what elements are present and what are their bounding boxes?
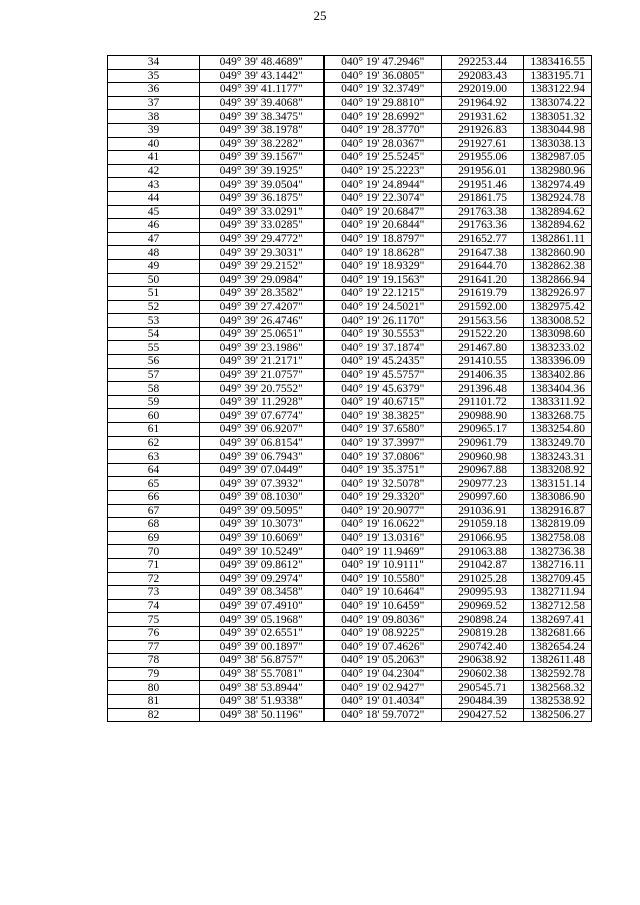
northing-cell: 1383122.94: [524, 83, 592, 97]
latitude-cell: 049° 39' 38.1978": [200, 123, 324, 137]
page-number: 25: [313, 8, 327, 23]
point-number-cell: 46: [108, 219, 200, 233]
latitude-cell: 049° 39' 25.0651": [200, 327, 324, 341]
table-row: [108, 423, 592, 437]
table-row: [108, 586, 592, 600]
point-number-cell: 56: [108, 355, 200, 369]
easting-cell: 291926.83: [442, 123, 524, 137]
northing-cell: 1383098.60: [524, 327, 592, 341]
easting-cell: 291066.95: [442, 531, 524, 545]
longitude-cell: 040° 19' 45.6379": [324, 382, 442, 396]
table-row: [108, 491, 592, 505]
point-number-cell: 64: [108, 463, 200, 477]
easting-cell: 291059.18: [442, 518, 524, 532]
table-row: [108, 300, 592, 314]
table-row: [108, 450, 592, 464]
northing-cell: 1382758.08: [524, 531, 592, 545]
longitude-cell: 040° 19' 28.0367": [324, 137, 442, 151]
northing-cell: 1382506.27: [524, 708, 592, 722]
longitude-cell: 040° 19' 45.5757": [324, 368, 442, 382]
latitude-cell: 049° 39' 39.4068": [200, 96, 324, 110]
point-number-cell: 74: [108, 599, 200, 613]
easting-cell: 290960.98: [442, 450, 524, 464]
table-row: [108, 123, 592, 137]
table-row: [108, 287, 592, 301]
latitude-cell: 049° 39' 06.8154": [200, 436, 324, 450]
northing-cell: 1383086.90: [524, 491, 592, 505]
table-row: [108, 518, 592, 532]
latitude-cell: 049° 39' 10.3073": [200, 518, 324, 532]
table-row: [108, 681, 592, 695]
longitude-cell: 040° 19' 37.1874": [324, 341, 442, 355]
latitude-cell: 049° 39' 20.7552": [200, 382, 324, 396]
easting-cell: 291406.35: [442, 368, 524, 382]
point-number-cell: 50: [108, 273, 200, 287]
easting-cell: 290427.52: [442, 708, 524, 722]
longitude-cell: 040° 19' 10.6464": [324, 586, 442, 600]
easting-cell: 291396.48: [442, 382, 524, 396]
point-number-cell: 66: [108, 491, 200, 505]
longitude-cell: 040° 19' 10.6459": [324, 599, 442, 613]
northing-cell: 1382712.58: [524, 599, 592, 613]
point-number-cell: 40: [108, 137, 200, 151]
longitude-cell: 040° 19' 26.1170": [324, 314, 442, 328]
longitude-cell: 040° 19' 04.2304": [324, 667, 442, 681]
longitude-cell: 040° 19' 18.9329": [324, 259, 442, 273]
latitude-cell: 049° 39' 08.3458": [200, 586, 324, 600]
table-row: [108, 504, 592, 518]
latitude-cell: 049° 39' 28.3582": [200, 287, 324, 301]
northing-cell: 1383416.55: [524, 56, 592, 70]
table-row: [108, 191, 592, 205]
table-row: [108, 83, 592, 97]
longitude-cell: 040° 19' 18.8628": [324, 246, 442, 260]
table-row: [108, 137, 592, 151]
northing-cell: 1383008.52: [524, 314, 592, 328]
easting-cell: 291036.91: [442, 504, 524, 518]
longitude-cell: 040° 19' 10.9111": [324, 558, 442, 572]
table-row: [108, 640, 592, 654]
longitude-cell: 040° 19' 32.5078": [324, 477, 442, 491]
point-number-cell: 44: [108, 191, 200, 205]
easting-cell: 291025.28: [442, 572, 524, 586]
longitude-cell: 040° 19' 37.3997": [324, 436, 442, 450]
longitude-cell: 040° 19' 02.9427": [324, 681, 442, 695]
easting-cell: 291647.38: [442, 246, 524, 260]
easting-cell: 290997.60: [442, 491, 524, 505]
northing-cell: 1383404.36: [524, 382, 592, 396]
point-number-cell: 71: [108, 558, 200, 572]
longitude-cell: 040° 19' 08.9225": [324, 626, 442, 640]
easting-cell: 291955.06: [442, 151, 524, 165]
easting-cell: 291619.79: [442, 287, 524, 301]
easting-cell: 291861.75: [442, 191, 524, 205]
longitude-cell: 040° 19' 25.2223": [324, 164, 442, 178]
longitude-cell: 040° 19' 20.6844": [324, 219, 442, 233]
table-row: [108, 232, 592, 246]
longitude-cell: 040° 19' 47.2946": [324, 56, 442, 70]
table-row: [108, 558, 592, 572]
table-row: [108, 164, 592, 178]
point-number-cell: 75: [108, 613, 200, 627]
table-row: [108, 341, 592, 355]
point-number-cell: 55: [108, 341, 200, 355]
table-row: [108, 613, 592, 627]
latitude-cell: 049° 39' 21.0757": [200, 368, 324, 382]
northing-cell: 1383051.32: [524, 110, 592, 124]
northing-cell: 1382866.94: [524, 273, 592, 287]
easting-cell: 290742.40: [442, 640, 524, 654]
easting-cell: 290988.90: [442, 409, 524, 423]
northing-cell: 1383233.02: [524, 341, 592, 355]
latitude-cell: 049° 38' 56.8757": [200, 654, 324, 668]
latitude-cell: 049° 39' 09.2974": [200, 572, 324, 586]
longitude-cell: 040° 19' 18.8797": [324, 232, 442, 246]
point-number-cell: 59: [108, 395, 200, 409]
table-row: [108, 368, 592, 382]
northing-cell: 1382860.90: [524, 246, 592, 260]
easting-cell: 290898.24: [442, 613, 524, 627]
northing-cell: 1382975.42: [524, 300, 592, 314]
latitude-cell: 049° 39' 10.5249": [200, 545, 324, 559]
latitude-cell: 049° 39' 02.6551": [200, 626, 324, 640]
point-number-cell: 58: [108, 382, 200, 396]
latitude-cell: 049° 39' 11.2928": [200, 395, 324, 409]
latitude-cell: 049° 39' 29.3031": [200, 246, 324, 260]
latitude-cell: 049° 38' 55.7081": [200, 667, 324, 681]
easting-cell: 290995.93: [442, 586, 524, 600]
northing-cell: 1383208.92: [524, 463, 592, 477]
table-row: [108, 327, 592, 341]
easting-cell: 291101.72: [442, 395, 524, 409]
point-number-cell: 43: [108, 178, 200, 192]
northing-cell: 1382611.48: [524, 654, 592, 668]
table-row: [108, 667, 592, 681]
point-number-cell: 60: [108, 409, 200, 423]
point-number-cell: 78: [108, 654, 200, 668]
point-number-cell: 49: [108, 259, 200, 273]
longitude-cell: 040° 19' 40.6715": [324, 395, 442, 409]
latitude-cell: 049° 39' 29.0984": [200, 273, 324, 287]
northing-cell: 1383243.31: [524, 450, 592, 464]
northing-cell: 1382974.49: [524, 178, 592, 192]
point-number-cell: 42: [108, 164, 200, 178]
easting-cell: 292083.43: [442, 69, 524, 83]
northing-cell: 1383402.86: [524, 368, 592, 382]
longitude-cell: 040° 19' 29.8810": [324, 96, 442, 110]
northing-cell: 1382538.92: [524, 694, 592, 708]
latitude-cell: 049° 39' 23.1986": [200, 341, 324, 355]
latitude-cell: 049° 39' 06.9207": [200, 423, 324, 437]
latitude-cell: 049° 39' 21.2171": [200, 355, 324, 369]
table-row: [108, 205, 592, 219]
easting-cell: 291763.38: [442, 205, 524, 219]
northing-cell: 1383151.14: [524, 477, 592, 491]
easting-cell: 291467.80: [442, 341, 524, 355]
table-row: [108, 708, 592, 722]
table-row: [108, 355, 592, 369]
longitude-cell: 040° 19' 07.4626": [324, 640, 442, 654]
northing-cell: 1383268.75: [524, 409, 592, 423]
table-row: [108, 395, 592, 409]
table-row: [108, 463, 592, 477]
table-row: [108, 654, 592, 668]
northing-cell: 1382861.11: [524, 232, 592, 246]
longitude-cell: 040° 19' 20.6847": [324, 205, 442, 219]
table-row: [108, 694, 592, 708]
table-row: [108, 409, 592, 423]
northing-cell: 1383249.70: [524, 436, 592, 450]
latitude-cell: 049° 38' 51.9338": [200, 694, 324, 708]
latitude-cell: 049° 39' 26.4746": [200, 314, 324, 328]
latitude-cell: 049° 39' 33.0291": [200, 205, 324, 219]
table-row: [108, 259, 592, 273]
longitude-cell: 040° 19' 19.1563": [324, 273, 442, 287]
table-row: [108, 273, 592, 287]
point-number-cell: 73: [108, 586, 200, 600]
point-number-cell: 65: [108, 477, 200, 491]
point-number-cell: 61: [108, 423, 200, 437]
point-number-cell: 34: [108, 56, 200, 70]
latitude-cell: 049° 39' 07.6774": [200, 409, 324, 423]
point-number-cell: 68: [108, 518, 200, 532]
latitude-cell: 049° 38' 50.1196": [200, 708, 324, 722]
point-number-cell: 70: [108, 545, 200, 559]
easting-cell: 291956.01: [442, 164, 524, 178]
easting-cell: 291592.00: [442, 300, 524, 314]
latitude-cell: 049° 39' 29.4772": [200, 232, 324, 246]
table-row: [108, 314, 592, 328]
northing-cell: 1383044.98: [524, 123, 592, 137]
longitude-cell: 040° 19' 24.5021": [324, 300, 442, 314]
longitude-cell: 040° 19' 25.5245": [324, 151, 442, 165]
point-number-cell: 41: [108, 151, 200, 165]
table-row: [108, 599, 592, 613]
northing-cell: 1382568.32: [524, 681, 592, 695]
northing-cell: 1382894.62: [524, 205, 592, 219]
longitude-cell: 040° 19' 01.4034": [324, 694, 442, 708]
latitude-cell: 049° 39' 09.5095": [200, 504, 324, 518]
longitude-cell: 040° 19' 13.0316": [324, 531, 442, 545]
point-number-cell: 72: [108, 572, 200, 586]
point-number-cell: 63: [108, 450, 200, 464]
northing-cell: 1382916.87: [524, 504, 592, 518]
point-number-cell: 39: [108, 123, 200, 137]
northing-cell: 1383396.09: [524, 355, 592, 369]
northing-cell: 1382862.38: [524, 259, 592, 273]
easting-cell: 291652.77: [442, 232, 524, 246]
latitude-cell: 049° 39' 33.0285": [200, 219, 324, 233]
easting-cell: 290638.92: [442, 654, 524, 668]
point-number-cell: 52: [108, 300, 200, 314]
point-number-cell: 45: [108, 205, 200, 219]
latitude-cell: 049° 39' 06.7943": [200, 450, 324, 464]
northing-cell: 1382709.45: [524, 572, 592, 586]
northing-cell: 1382716.11: [524, 558, 592, 572]
latitude-cell: 049° 39' 39.1567": [200, 151, 324, 165]
easting-cell: 290967.88: [442, 463, 524, 477]
easting-cell: 290969.52: [442, 599, 524, 613]
point-number-cell: 38: [108, 110, 200, 124]
longitude-cell: 040° 18' 59.7072": [324, 708, 442, 722]
latitude-cell: 049° 39' 41.1177": [200, 83, 324, 97]
easting-cell: 292253.44: [442, 56, 524, 70]
latitude-cell: 049° 39' 05.1968": [200, 613, 324, 627]
latitude-cell: 049° 39' 09.8612": [200, 558, 324, 572]
point-number-cell: 77: [108, 640, 200, 654]
easting-cell: 291644.70: [442, 259, 524, 273]
table-row: [108, 178, 592, 192]
northing-cell: 1382926.97: [524, 287, 592, 301]
point-number-cell: 54: [108, 327, 200, 341]
longitude-cell: 040° 19' 16.0622": [324, 518, 442, 532]
table-row: [108, 96, 592, 110]
latitude-cell: 049° 39' 38.2282": [200, 137, 324, 151]
point-number-cell: 62: [108, 436, 200, 450]
point-number-cell: 36: [108, 83, 200, 97]
longitude-cell: 040° 19' 22.3074": [324, 191, 442, 205]
latitude-cell: 049° 39' 36.1875": [200, 191, 324, 205]
easting-cell: 291951.46: [442, 178, 524, 192]
latitude-cell: 049° 39' 07.4910": [200, 599, 324, 613]
longitude-cell: 040° 19' 24.8944": [324, 178, 442, 192]
table-row: [108, 626, 592, 640]
northing-cell: 1382697.41: [524, 613, 592, 627]
northing-cell: 1383074.22: [524, 96, 592, 110]
latitude-cell: 049° 39' 07.3932": [200, 477, 324, 491]
longitude-cell: 040° 19' 45.2435": [324, 355, 442, 369]
latitude-cell: 049° 38' 53.8944": [200, 681, 324, 695]
northing-cell: 1382592.78: [524, 667, 592, 681]
table-row: [108, 69, 592, 83]
easting-cell: 291063.88: [442, 545, 524, 559]
point-number-cell: 67: [108, 504, 200, 518]
latitude-cell: 049° 39' 08.1030": [200, 491, 324, 505]
longitude-cell: 040° 19' 37.6580": [324, 423, 442, 437]
northing-cell: 1382711.94: [524, 586, 592, 600]
longitude-cell: 040° 19' 09.8036": [324, 613, 442, 627]
easting-cell: 291410.55: [442, 355, 524, 369]
table-row: [108, 219, 592, 233]
longitude-cell: 040° 19' 20.9077": [324, 504, 442, 518]
northing-cell: 1382681.66: [524, 626, 592, 640]
table-row: [108, 246, 592, 260]
point-number-cell: 79: [108, 667, 200, 681]
point-number-cell: 53: [108, 314, 200, 328]
easting-cell: 291763.36: [442, 219, 524, 233]
longitude-cell: 040° 19' 10.5580": [324, 572, 442, 586]
point-number-cell: 69: [108, 531, 200, 545]
northing-cell: 1383254.80: [524, 423, 592, 437]
point-number-cell: 37: [108, 96, 200, 110]
point-number-cell: 35: [108, 69, 200, 83]
longitude-cell: 040° 19' 36.0805": [324, 69, 442, 83]
easting-cell: 290819.28: [442, 626, 524, 640]
longitude-cell: 040° 19' 32.3749": [324, 83, 442, 97]
longitude-cell: 040° 19' 38.3825": [324, 409, 442, 423]
easting-cell: 290545.71: [442, 681, 524, 695]
longitude-cell: 040° 19' 28.3770": [324, 123, 442, 137]
point-number-cell: 81: [108, 694, 200, 708]
easting-cell: 290484.39: [442, 694, 524, 708]
point-number-cell: 80: [108, 681, 200, 695]
point-number-cell: 51: [108, 287, 200, 301]
table-row: [108, 531, 592, 545]
easting-cell: 290602.38: [442, 667, 524, 681]
latitude-cell: 049° 39' 29.2152": [200, 259, 324, 273]
longitude-cell: 040° 19' 30.5553": [324, 327, 442, 341]
latitude-cell: 049° 39' 43.1442": [200, 69, 324, 83]
table-row: [108, 572, 592, 586]
easting-cell: 291563.56: [442, 314, 524, 328]
longitude-cell: 040° 19' 22.1215": [324, 287, 442, 301]
table-row: [108, 477, 592, 491]
point-number-cell: 76: [108, 626, 200, 640]
point-number-cell: 57: [108, 368, 200, 382]
table-row: [108, 151, 592, 165]
northing-cell: 1382654.24: [524, 640, 592, 654]
longitude-cell: 040° 19' 29.3320": [324, 491, 442, 505]
easting-cell: 291964.92: [442, 96, 524, 110]
easting-cell: 290977.23: [442, 477, 524, 491]
latitude-cell: 049° 39' 27.4207": [200, 300, 324, 314]
coordinates-table-body: [108, 56, 592, 722]
table-row: [108, 56, 592, 70]
easting-cell: 291042.87: [442, 558, 524, 572]
latitude-cell: 049° 39' 39.0504": [200, 178, 324, 192]
easting-cell: 290965.17: [442, 423, 524, 437]
point-number-cell: 82: [108, 708, 200, 722]
easting-cell: 291927.61: [442, 137, 524, 151]
northing-cell: 1383195.71: [524, 69, 592, 83]
easting-cell: 290961.79: [442, 436, 524, 450]
latitude-cell: 049° 39' 10.6069": [200, 531, 324, 545]
latitude-cell: 049° 39' 48.4689": [200, 56, 324, 70]
longitude-cell: 040° 19' 11.9469": [324, 545, 442, 559]
coordinates-table: [107, 55, 592, 722]
northing-cell: 1382736.38: [524, 545, 592, 559]
longitude-cell: 040° 19' 35.3751": [324, 463, 442, 477]
latitude-cell: 049° 39' 39.1925": [200, 164, 324, 178]
latitude-cell: 049° 39' 07.0449": [200, 463, 324, 477]
easting-cell: 291522.20: [442, 327, 524, 341]
easting-cell: 291931.62: [442, 110, 524, 124]
northing-cell: 1382894.62: [524, 219, 592, 233]
table-row: [108, 382, 592, 396]
table-row: [108, 436, 592, 450]
northing-cell: 1382980.96: [524, 164, 592, 178]
latitude-cell: 049° 39' 00.1897": [200, 640, 324, 654]
longitude-cell: 040° 19' 37.0806": [324, 450, 442, 464]
northing-cell: 1382819.09: [524, 518, 592, 532]
longitude-cell: 040° 19' 05.2063": [324, 654, 442, 668]
easting-cell: 292019.00: [442, 83, 524, 97]
longitude-cell: 040° 19' 28.6992": [324, 110, 442, 124]
northing-cell: 1382987.05: [524, 151, 592, 165]
northing-cell: 1383038.13: [524, 137, 592, 151]
point-number-cell: 48: [108, 246, 200, 260]
table-row: [108, 545, 592, 559]
latitude-cell: 049° 39' 38.3475": [200, 110, 324, 124]
easting-cell: 291641.20: [442, 273, 524, 287]
table-row: [108, 110, 592, 124]
northing-cell: 1383311.92: [524, 395, 592, 409]
northing-cell: 1382924.78: [524, 191, 592, 205]
point-number-cell: 47: [108, 232, 200, 246]
